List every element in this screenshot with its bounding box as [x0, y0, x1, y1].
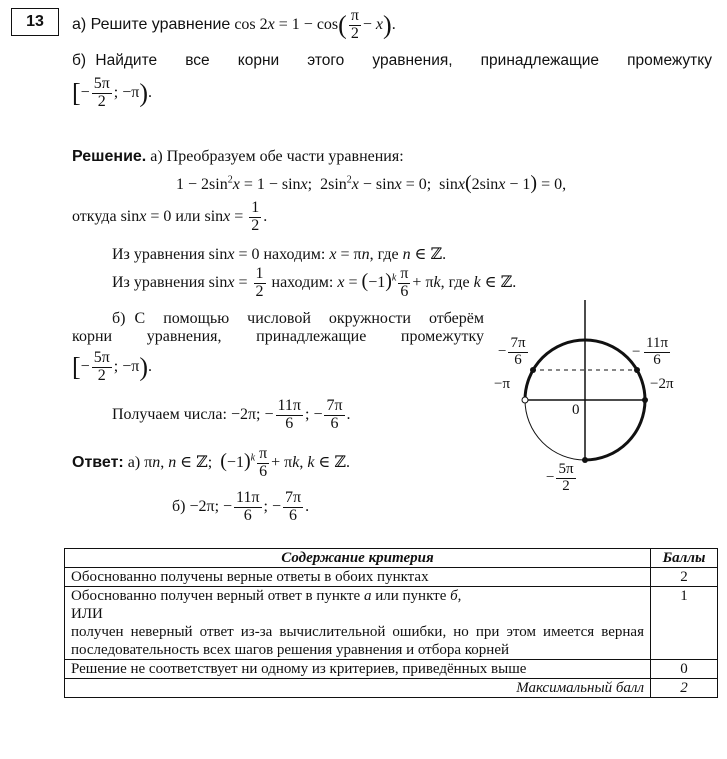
problem-a-text: а) Решите уравнение	[72, 15, 231, 33]
solution-case1: Из уравнения sinx = 0 находим: x = πn, где n ∈ ℤ.	[112, 246, 447, 263]
solution-whence: откуда sinx = 0 или sinx = $\frac{1}{2}$ .	[72, 199, 268, 234]
criteria-max-points: 2	[651, 679, 718, 698]
criteria-or: ИЛИ	[71, 606, 103, 622]
criteria-row-points: 1	[651, 587, 718, 660]
criteria-row-text-3: получен неверный ответ из-за вычислительной ошибки, но при этом имеется верная последовательность всех шагов решения уравнения и отбора корней	[71, 624, 644, 658]
label-minus-pi: −π	[494, 376, 511, 392]
criteria-max-label: Максимальный балл	[65, 679, 651, 698]
point-7pi6	[530, 367, 536, 373]
criteria-row-points: 2	[651, 568, 718, 587]
criteria-row-text: Обоснованно получены верные ответы в обоих пунктах	[65, 568, 651, 587]
point-5pi2	[582, 457, 588, 463]
label-5pi2: − $\frac{5\pi}{2}$	[546, 461, 574, 494]
answer-a: Ответ: а) πn, n ∈ ℤ; $(-1)^k$ $\frac{\pi}{6}$ + πk, k ∈ ℤ.	[72, 445, 351, 480]
solution-title: Решение.	[72, 148, 147, 165]
unit-circle-diagram	[480, 300, 720, 510]
answer-label: Ответ:	[72, 453, 124, 471]
answer-b: б) −2π; − $\frac{11\pi}{6}$ ; − $\frac{7\pi}{6}$ .	[172, 489, 310, 524]
problem-b-text: б) Найдите все корни этого уравнения, принадлежащие промежутку	[72, 52, 712, 69]
solution-intro-text: а) Преобразуем обе части уравнения:	[150, 148, 404, 165]
label-7pi6: − $\frac{7\pi}{6}$	[498, 335, 526, 368]
problem-number: 13	[11, 8, 59, 36]
table-row	[65, 568, 718, 587]
criteria-table	[64, 548, 718, 698]
point-11pi6	[634, 367, 640, 373]
solution-interval: [− $\frac{5\pi}{2}$ ; −π).	[72, 349, 152, 384]
table-row	[65, 587, 718, 660]
solution-case2: Из уравнения sinx = $\frac{1}{2}$ находим: $x = (-1)^k$ $\frac{\pi}{6}$ + πk, где k ∈ ℤ.	[112, 265, 517, 300]
problem-part-b	[72, 52, 712, 70]
label-11pi6-minus: −	[632, 344, 641, 360]
criteria-row-points: 0	[651, 660, 718, 679]
label-minus-2pi: −2π	[650, 376, 674, 392]
solution-transform: $1 - 2\sin^2x = 1 - \sin x$; $2\sin^2x - \sin x = 0$; sinx(2sinx − 1) = 0,	[176, 172, 567, 194]
criteria-max-row	[65, 679, 718, 698]
solution-intro	[72, 148, 404, 166]
label-zero: 0	[572, 402, 580, 418]
point-minus-pi	[522, 397, 528, 403]
criteria-header-points: Баллы	[651, 549, 718, 568]
solution-numbers: Получаем числа: −2π; − $\frac{11\pi}{6}$ ; − $\frac{7\pi}{6}$ .	[112, 397, 351, 432]
solution-part-b: б) С помощью числовой окружности отберём корни уравнения, принадлежащие промежутку	[72, 310, 484, 345]
problem-equation: cos 2x = 1 − cos( $\frac{\pi}{2}$ − x).	[234, 7, 396, 42]
criteria-header-row	[65, 549, 718, 568]
label-11pi6: $\frac{11\pi}{6}$	[646, 335, 669, 368]
problem-interval: [− $\frac{5\pi}{2}$ ; −π).	[72, 75, 152, 110]
criteria-header-content: Содержание критерия	[65, 549, 651, 568]
point-2pi	[642, 397, 648, 403]
criteria-row-text: Решение не соответствует ни одному из критериев, приведённых выше	[65, 660, 651, 679]
problem-part-a	[72, 8, 396, 43]
table-row	[65, 660, 718, 679]
criteria-row-text: Обоснованно получен верный ответ в пункте а или пункте б, ИЛИ получен неверный ответ из-за вычислительной ошибки, но при этом имеется верная последовательность всех шагов решения уравнения и отбора корней	[65, 587, 651, 660]
